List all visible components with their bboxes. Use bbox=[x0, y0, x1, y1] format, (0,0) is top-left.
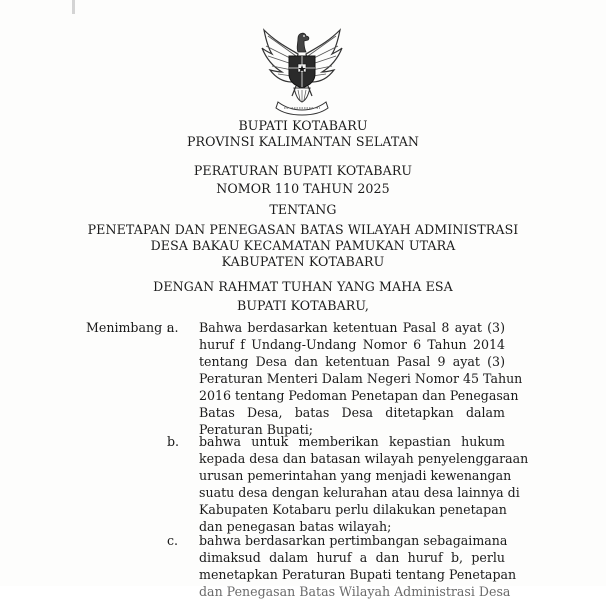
regulation-subject-line-1: PENETAPAN DAN PENEGASAN BATAS WILAYAH ADMINISTRASI bbox=[87, 222, 519, 237]
text-line: Peraturan Menteri Dalam Negeri Nomor 45 Tahun bbox=[199, 371, 523, 386]
text-line: menetapkan Peraturan Bupati tentang Penetapan bbox=[199, 567, 517, 582]
scan-edge-mark bbox=[72, 0, 75, 14]
text-line: dimaksud dalam huruf a dan huruf b, perlu bbox=[199, 550, 505, 565]
regulation-number: NOMOR 110 TAHUN 2025 bbox=[216, 181, 390, 196]
preamble-grace: DENGAN RAHMAT TUHAN YANG MAHA ESA bbox=[153, 279, 453, 294]
considering-item-letter: a. bbox=[167, 320, 179, 335]
header-regent-title: BUPATI KOTABARU bbox=[238, 118, 368, 133]
text-line: kepada desa dan batasan wilayah penyelenggaraan bbox=[199, 451, 529, 466]
text-line: Batas Desa, batas Desa ditetapkan dalam bbox=[199, 405, 505, 420]
text-line: Peraturan Bupati; bbox=[199, 422, 313, 437]
text-line: huruf f Undang-Undang Nomor 6 Tahun 2014 bbox=[199, 337, 505, 352]
considering-item-a bbox=[199, 319, 523, 438]
considering-item-b bbox=[199, 433, 529, 535]
text-line: dan Penegasan Batas Wilayah Administrasi Desa bbox=[199, 584, 511, 599]
text-line: bahwa untuk memberikan kepastian hukum bbox=[199, 434, 505, 449]
considering-label: Menimbang : bbox=[86, 320, 171, 335]
text-line: tentang Desa dan ketentuan Pasal 9 ayat (3) bbox=[199, 354, 505, 369]
preamble-authority: BUPATI KOTABARU, bbox=[236, 298, 370, 313]
text-line: Bahwa berdasarkan ketentuan Pasal 8 ayat (3) bbox=[199, 320, 505, 335]
considering-item-letter: c. bbox=[167, 533, 179, 548]
regulation-about: TENTANG bbox=[269, 202, 337, 217]
text-line: urusan pemerintahan yang menjadi kewenangan bbox=[199, 468, 512, 483]
garuda-pancasila-emblem-icon bbox=[258, 24, 346, 116]
text-line: 2016 tentang Pedoman Penetapan dan Penegasan bbox=[199, 388, 519, 403]
regulation-subject-line-2: DESA BAKAU KECAMATAN PAMUKAN UTARA bbox=[150, 238, 456, 253]
regulation-title: PERATURAN BUPATI KOTABARU bbox=[193, 163, 413, 178]
considering-item-c bbox=[199, 532, 517, 600]
text-line: bahwa berdasarkan pertimbangan sebagaimana bbox=[199, 533, 508, 548]
considering-item-letter: b. bbox=[167, 434, 180, 449]
text-line: Kabupaten Kotabaru perlu dilakukan penetapan bbox=[199, 502, 507, 517]
regulation-subject-line-3: KABUPATEN KOTABARU bbox=[221, 254, 385, 269]
text-line: suatu desa dengan kelurahan atau desa lainnya di bbox=[199, 485, 520, 500]
header-province: PROVINSI KALIMANTAN SELATAN bbox=[186, 134, 420, 149]
text-line: dan penegasan batas wilayah; bbox=[199, 519, 392, 534]
